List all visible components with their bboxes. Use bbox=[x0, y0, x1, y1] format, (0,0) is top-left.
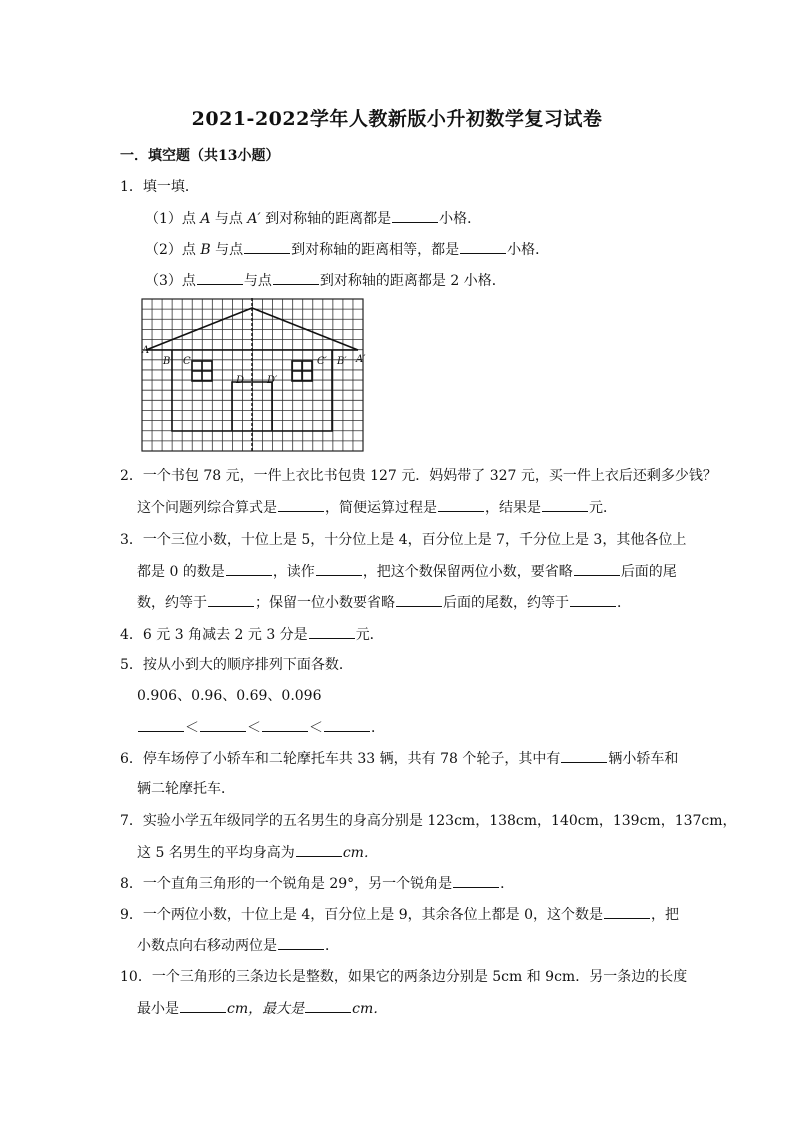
answer-blank[interactable] bbox=[138, 717, 184, 732]
house-grid-figure bbox=[141, 298, 367, 454]
q5-order-blanks: ＜ ＜ ＜ ． bbox=[137, 717, 385, 738]
answer-blank[interactable] bbox=[273, 270, 319, 285]
answer-blank[interactable] bbox=[262, 717, 308, 732]
answer-blank[interactable] bbox=[604, 904, 650, 919]
answer-blank[interactable] bbox=[200, 717, 246, 732]
q1-stem: 1．填一填． bbox=[120, 179, 199, 195]
answer-blank[interactable] bbox=[244, 239, 290, 254]
label-B: B bbox=[163, 356, 171, 367]
answer-blank[interactable] bbox=[460, 239, 506, 254]
answer-blank[interactable] bbox=[278, 935, 324, 950]
q10-line1: 10．一个三角形的三条边长是整数，如果它的两条边分别是 5cm 和 9cm．另一条边的长度 bbox=[120, 969, 688, 985]
answer-blank[interactable] bbox=[278, 497, 324, 512]
label-D: D bbox=[236, 375, 245, 386]
q5-line1: 5．按从小到大的顺序排列下面各数． bbox=[120, 657, 353, 673]
answer-blank[interactable] bbox=[305, 998, 351, 1013]
q1-part2: （2）点 B 与点 到对称轴的距离相等，都是 小格． bbox=[145, 239, 549, 260]
answer-blank[interactable] bbox=[438, 497, 484, 512]
answer-blank[interactable] bbox=[309, 624, 355, 639]
label-B-prime: B′ bbox=[337, 356, 347, 367]
q2-line2: 这个问题列综合算式是 ，简便运算过程是 ，结果是 元． bbox=[137, 497, 617, 518]
answer-blank[interactable] bbox=[574, 561, 620, 576]
answer-blank[interactable] bbox=[226, 561, 272, 576]
answer-blank[interactable] bbox=[453, 873, 499, 888]
q3-line2: 都是 0 的数是 ，读作 ，把这个数保留两位小数，要省略 后面的尾 bbox=[137, 561, 677, 582]
label-C: C bbox=[183, 356, 191, 367]
section-heading: 一．填空题（共13小题） bbox=[120, 148, 280, 164]
answer-blank[interactable] bbox=[392, 208, 438, 223]
q6-line2: 辆二轮摩托车． bbox=[137, 781, 235, 797]
q10-line2: 最小是 cm，最大是 cm． bbox=[137, 998, 387, 1019]
q9-line2: 小数点向右移动两位是 ． bbox=[137, 935, 339, 956]
q7-line1: 7．实验小学五年级同学的五名男生的身高分别是 123cm，138cm，140cm，139cm，137cm， bbox=[120, 813, 737, 829]
q3-line3: 数，约等于 ；保留一位小数要省略 后面的尾数，约等于 ． bbox=[137, 592, 631, 613]
answer-blank[interactable] bbox=[180, 998, 226, 1013]
answer-blank[interactable] bbox=[542, 497, 588, 512]
answer-blank[interactable] bbox=[316, 561, 362, 576]
q1-part3: （3）点 与点 到对称轴的距离都是 2 小格． bbox=[145, 270, 506, 291]
q9-line1: 9．一个两位小数，十位上是 4，百分位上是 9，其余各位上都是 0，这个数是 ，把 bbox=[120, 904, 679, 925]
label-C-prime: C′ bbox=[317, 356, 327, 367]
q5-numbers: 0.906、0.96、0.69、0.096 bbox=[137, 688, 322, 704]
q6-line1: 6．停车场停了小轿车和二轮摩托车共 33 辆，共有 78 个轮子，其中有 辆小轿车和 bbox=[120, 748, 678, 769]
answer-blank[interactable] bbox=[296, 842, 342, 857]
q3-line1: 3．一个三位小数，十位上是 5，十分位上是 4，百分位上是 7，千分位上是 3，其他各位上 bbox=[120, 532, 687, 548]
label-A-prime: A′ bbox=[356, 354, 366, 365]
q4-line: 4．6 元 3 角减去 2 元 3 分是 元． bbox=[120, 624, 384, 645]
q2-line1: 2．一个书包 78 元，一件上衣比书包贵 127 元．妈妈带了 327 元，买一件上衣后还剩多少钱？ bbox=[120, 468, 717, 484]
label-A: A bbox=[142, 345, 150, 356]
answer-blank[interactable] bbox=[324, 717, 370, 732]
page-title: 2021-2022学年人教新版小升初数学复习试卷 bbox=[191, 108, 603, 130]
answer-blank[interactable] bbox=[208, 592, 254, 607]
answer-blank[interactable] bbox=[197, 270, 243, 285]
q8-line: 8．一个直角三角形的一个锐角是 29°，另一个锐角是 ． bbox=[120, 873, 514, 894]
label-D-prime: D′ bbox=[267, 375, 278, 386]
answer-blank[interactable] bbox=[570, 592, 616, 607]
q7-line2: 这 5 名男生的平均身高为 cm． bbox=[137, 842, 378, 863]
answer-blank[interactable] bbox=[561, 748, 607, 763]
answer-blank[interactable] bbox=[396, 592, 442, 607]
q1-part1: （1）点 A 与点 A′ 到对称轴的距离都是 小格． bbox=[145, 208, 481, 229]
